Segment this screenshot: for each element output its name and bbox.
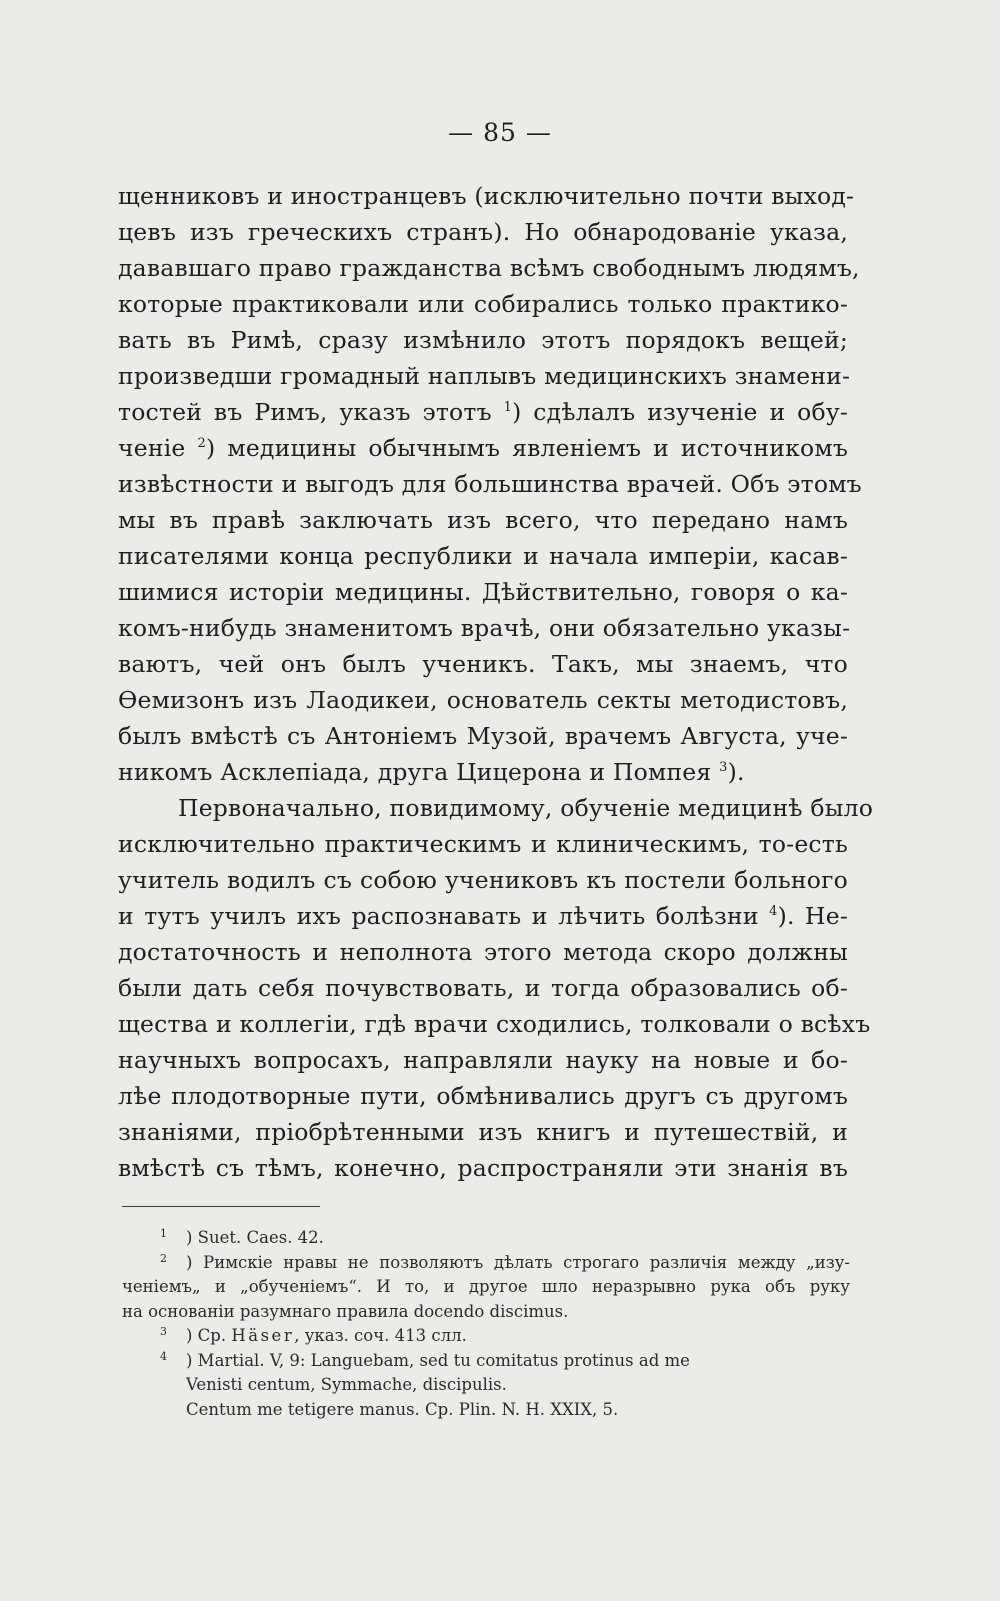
text-line: произведши громадный наплывъ медицинскихъ знамени- <box>118 362 851 390</box>
footnote-1: $^1$ ) Suet. Caes. 42. <box>160 1227 324 1247</box>
text-line: и тутъ училъ ихъ распознавать и лѣчить болѣзни $^4$). Не- <box>118 902 848 930</box>
footnote-reference: 4 <box>769 904 778 919</box>
footnote-reference: 2 <box>197 436 206 451</box>
text-line: былъ вмѣстѣ съ Антоніемъ Музой, врачемъ Августа, уче- <box>118 722 848 750</box>
text-line: научныхъ вопросахъ, направляли науку на новые и бо- <box>118 1046 848 1074</box>
page-number: — 85 — <box>448 118 552 147</box>
text-line: никомъ Асклепіада, друга Цицерона и Помпея $^3$). <box>118 758 745 786</box>
text-line: ченіе $^2$) медицины обычнымъ явленіемъ и источникомъ <box>118 434 849 462</box>
text-line: были дать себя почувствовать, и тогда образовались об- <box>118 974 848 1002</box>
text-line: извѣстности и выгодъ для большинства врачей. Объ этомъ <box>118 470 862 498</box>
text-line: комъ-нибудь знаменитомъ врачѣ, они обязательно указы- <box>118 614 851 642</box>
footnote-3: $^3$ ) Ср. Häser, указ. соч. 413 слл. <box>160 1325 467 1345</box>
footnote-rule <box>122 1206 320 1207</box>
text-line: достаточность и неполнота этого метода скоро должны <box>118 938 848 966</box>
text-line: мы въ правѣ заключать изъ всего, что передано намъ <box>118 506 848 534</box>
text-line: исключительно практическимъ и клиническимъ, то-есть <box>118 830 848 858</box>
footnotes <box>122 1226 850 1422</box>
text-line: писателями конца республики и начала имперіи, касав- <box>118 542 848 570</box>
text-line: цевъ изъ греческихъ странъ). Но обнародованіе указа, <box>118 218 848 246</box>
footnote-reference: 1 <box>503 400 513 415</box>
text-line: ваютъ, чей онъ былъ ученикъ. Такъ, мы знаемъ, что <box>118 650 848 678</box>
text-line: лѣе плодотворные пути, обмѣнивались другъ съ другомъ <box>118 1082 848 1110</box>
text-line: Первоначально, повидимому, обученіе медицинѣ было <box>178 794 874 822</box>
text-line: дававшаго право гражданства всѣмъ свободнымъ людямъ, <box>118 254 860 282</box>
text-line: знаніями, пріобрѣтенными изъ книгъ и путешествій, и <box>118 1118 848 1146</box>
text-line: Ѳемизонъ изъ Лаодикеи, основатель секты методистовъ, <box>118 686 848 714</box>
text-line: щества и коллегіи, гдѣ врачи сходились, толковали о всѣхъ <box>118 1010 871 1038</box>
text-line: которые практиковали или собирались только практико- <box>118 290 848 318</box>
footnote-2: $^2$ ) Римскіе нравы не позволяютъ дѣлать строгаго различія между „изу- <box>160 1251 850 1272</box>
footnote-4: $^4$ ) Martial. V, 9: Languebam, sed tu comitatus protinus ad me <box>160 1349 690 1370</box>
footnote-4-continuation: Centum me tetigere manus. Ср. Plin. N. H. XXIX, 5. <box>186 1399 619 1419</box>
text-line: тостей въ Римъ, указъ этотъ $^1$) сдѣлалъ изученіе и обу- <box>118 398 849 426</box>
text-line: щенниковъ и иностранцевъ (исключительно почти выход- <box>118 182 855 210</box>
main-text <box>118 178 874 1186</box>
text-line: учитель водилъ съ собою учениковъ къ постели больного <box>118 866 848 894</box>
text-line: вать въ Римѣ, сразу измѣнило этотъ порядокъ вещей; <box>118 326 848 354</box>
text-line: вмѣстѣ съ тѣмъ, конечно, распространяли эти знанія въ <box>118 1154 848 1182</box>
footnote-reference: 3 <box>719 760 728 775</box>
footnote-2-continuation: на основаніи разумнаго правила docendo discimus. <box>122 1301 569 1321</box>
footnote-2-continuation: ченіемъ„ и „обученіемъ“. И то, и другое шло неразрывно рука объ руку <box>122 1277 850 1296</box>
footnote-4-continuation: Venisti centum, Symmache, discipulis. <box>186 1375 507 1394</box>
text-line: шимися исторіи медицины. Дѣйствительно, говоря о ка- <box>118 578 848 606</box>
